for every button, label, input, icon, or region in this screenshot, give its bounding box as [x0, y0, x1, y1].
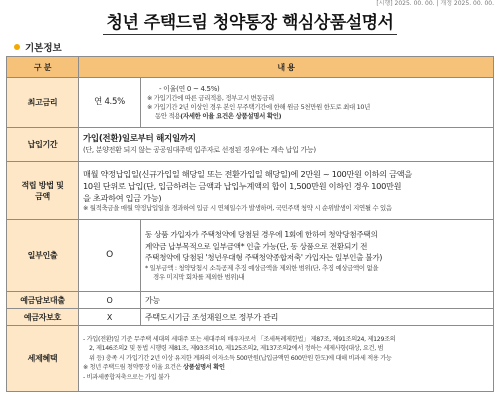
deposit-line-3: 을 초과하여 입금 가능)	[83, 193, 162, 203]
max-rate-details	[141, 78, 494, 128]
row-label-depositor-protection: 예금자보호	[7, 309, 79, 326]
deposit-note: ※ 월적축금을 매월 약정납입일을 경과하여 입금 시 연체일수가 발생하며, 국민주택 청약 시 순위발생이 지연될 수 있음	[83, 204, 392, 212]
payment-period-main: 가입(전환)일로부터 해지일까지	[83, 134, 196, 144]
withdraw-line-3: 주택청약에 당첨된 '청년우대형 주택청약종합저축' 가입자는 일부인출 불가)	[145, 253, 383, 263]
payment-period-details	[79, 128, 494, 162]
row-label-deposit-loan: 예금담보대출	[7, 292, 79, 309]
depositor-protection-desc: 주택도시기금 조성재원으로 정부가 관리	[141, 309, 494, 326]
tax-line-1: - 가입(전환)일 기준 무주택 세대의 세대주 또는 세대주의 배우자로서 「조세특례제한법」 제87조, 제91조의24, 제129조의	[83, 335, 396, 343]
row-deposit-method	[7, 162, 494, 220]
row-label-tax-benefit: 세제혜택	[7, 326, 79, 392]
partial-withdrawal-details	[141, 220, 494, 292]
tax-benefit-details	[79, 326, 494, 392]
row-max-rate	[7, 78, 494, 128]
section-heading	[14, 40, 62, 54]
withdraw-line-2: 계약금 납부목적으로 일부금액* 인출 가능(단, 동 상품으로 전환되기 전	[145, 241, 368, 251]
tax-line-4	[83, 363, 489, 373]
depositor-protection-value: X	[79, 309, 141, 326]
row-label-payment-period: 납입기간	[7, 128, 79, 162]
withdraw-line-1: 동 상품 가입자가 주택청약에 당첨된 경우에 1회에 한하여 청약당첨주택의	[145, 230, 378, 240]
deposit-method-label-2: 금액	[35, 191, 50, 201]
tax-line-4-bold: 상품설명서 확인	[183, 364, 225, 372]
row-label-max-rate: 최고금리	[7, 78, 79, 128]
page-title-text: 청년 주택드림 청약통장 핵심상품설명서	[103, 13, 398, 35]
bullet-dot-icon	[14, 44, 20, 50]
deposit-line-1: 매월 약정납입일(신규가입일 해당일 또는 전환가입일 해당일)에 2만원 ~ 100만원 이하의 금액을	[83, 169, 412, 179]
tax-line-3: 위 등) 충족 시 가입기간 2년 이상 유지한 계좌의 이자소득 500만원(납입금액연 600만원 한도)에 대해 비과세 적용 가능	[89, 354, 392, 362]
row-depositor-protection	[7, 309, 494, 326]
deposit-loan-desc: 가능	[141, 292, 494, 309]
payment-period-sub: (단, 분양전환 되지 않는 공공임대주택 입주자로 선정된 경우에는 계속 납입 가능)	[83, 146, 316, 154]
deposit-method-details	[79, 162, 494, 220]
header-content: 내 용	[79, 57, 494, 78]
tax-line-2: 2, 제146조의2 및 동법 시행령 제81조, 제93조의10, 제125조의2, 제137조의2에서 정하는 세제사항(대상, 요건, 범	[89, 345, 384, 353]
product-info-table	[6, 56, 494, 392]
header-revision-text: [시행] 2025. 00. 00. | 개정 2025. 00. 00.	[376, 0, 494, 7]
table-header-row	[7, 57, 494, 78]
rate-note-2: ※ 가입기간 2년 이상인 경우 본인 무주택기간에 한해 원금 5천만원 한도로 최대 10년	[147, 103, 370, 111]
section-heading-text: 기본정보	[25, 43, 62, 54]
withdraw-note-2: 경우 미지막 회차를 제외한 범위)내	[153, 272, 245, 281]
rate-note-2-cont	[147, 112, 489, 121]
partial-withdrawal-value: O	[79, 220, 141, 292]
page-title	[0, 8, 500, 33]
row-payment-period	[7, 128, 494, 162]
row-tax-benefit	[7, 326, 494, 392]
rate-note-2-tail: 동안 적용	[155, 112, 181, 120]
row-deposit-loan	[7, 292, 494, 309]
header-category: 구 분	[7, 57, 79, 78]
row-label-partial-withdrawal: 일부인출	[7, 220, 79, 292]
max-rate-value: 연 4.5%	[79, 78, 141, 128]
tax-line-5: - 비과세종합저축으로는 가입 불가	[83, 373, 170, 381]
tax-line-4-text: ※ 청년 주택드림 청약통장 이율 요건은	[83, 364, 184, 372]
row-label-deposit-method	[7, 162, 79, 220]
row-partial-withdrawal	[7, 220, 494, 292]
rate-note-2-bold: (자세한 이율 요건은 상품설명서 확인)	[180, 112, 282, 120]
deposit-method-label-1: 적립 방법 및	[21, 180, 64, 190]
deposit-loan-value: O	[79, 292, 141, 309]
rate-range: - 이율(연 0 ~ 4.5%)	[159, 85, 220, 93]
deposit-line-2: 10원 단위로 납입(단, 입금하려는 금액과 납입누계액의 합이 1,500만원 이하인 경우 100만원	[83, 181, 402, 191]
withdraw-note-1: * 일부금액 : 청약당첨시 소득공제 추징 예상금액을 제외한 범위(단, 추징 예상금액이 없을	[145, 263, 379, 272]
rate-note-1: ※ 가입기간에 따른 금리적용, 정부고시 변동금리	[147, 94, 275, 102]
